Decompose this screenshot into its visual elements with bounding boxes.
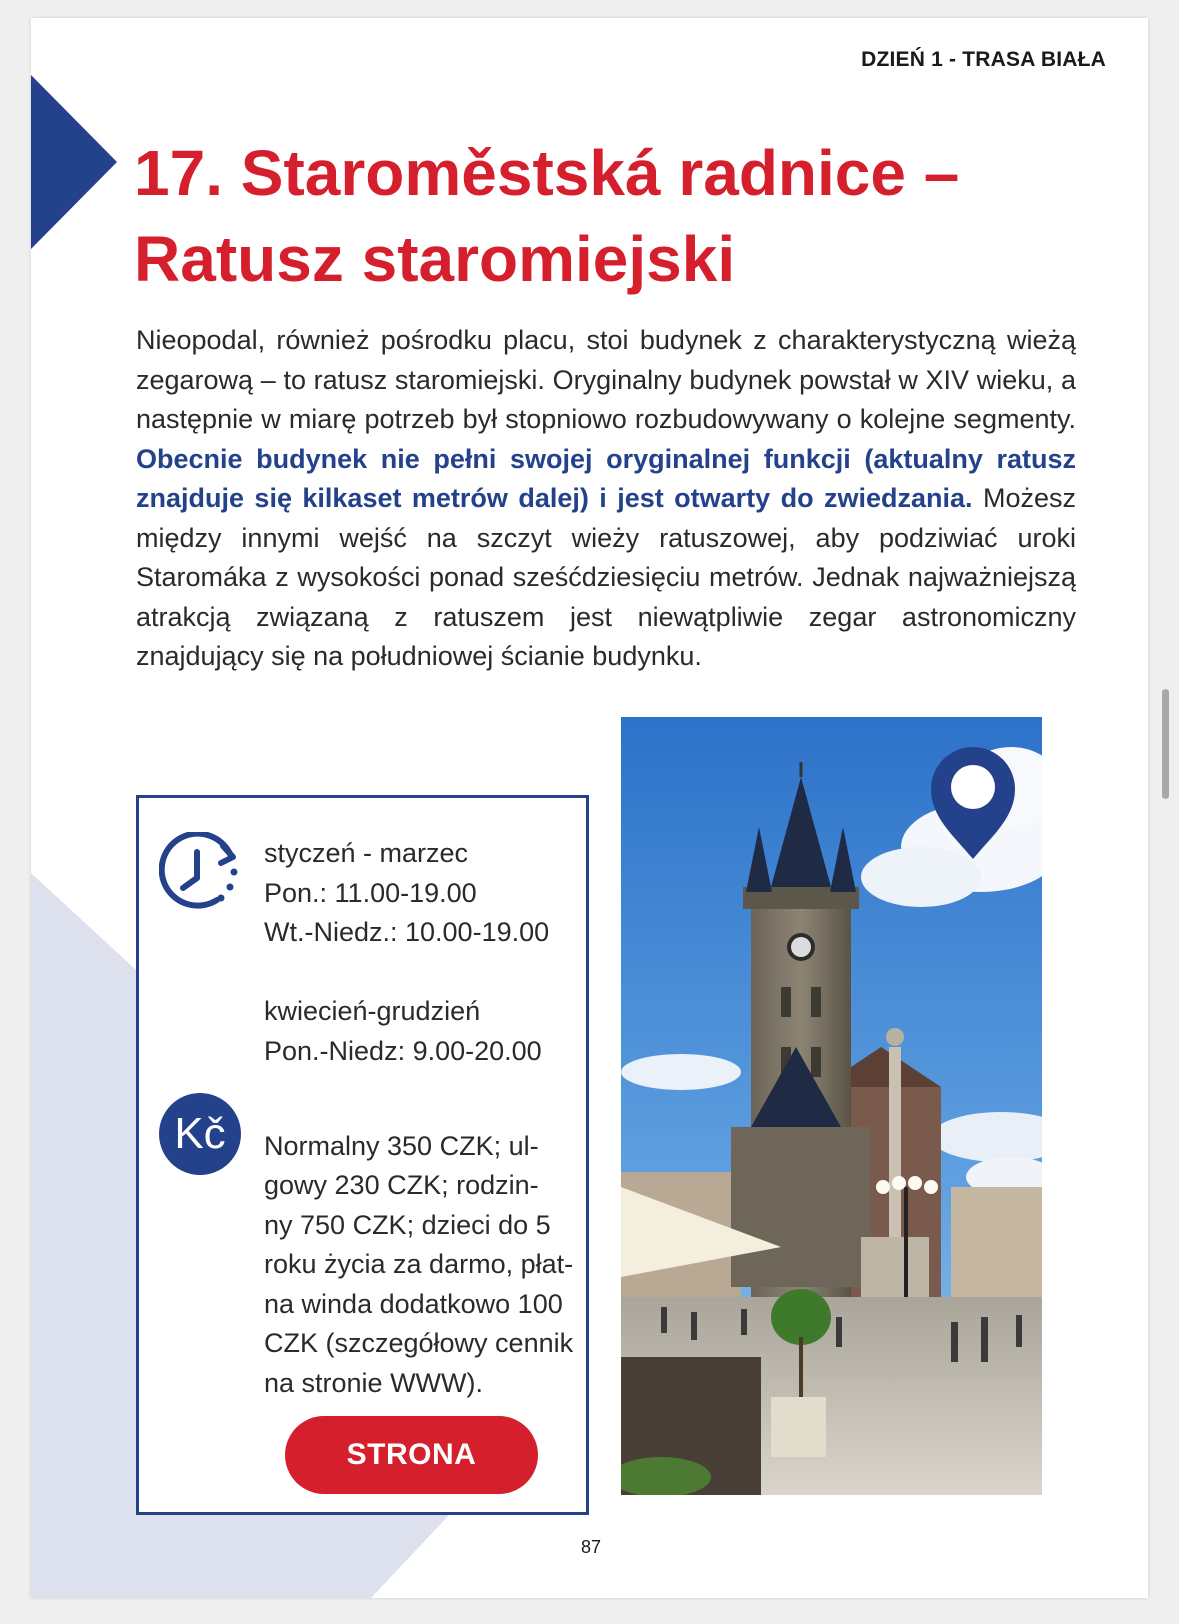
price-line: CZK (szczegółowy cennik [264, 1328, 574, 1358]
guide-page [31, 18, 1148, 1598]
price-line: roku życia za darmo, płat- [264, 1249, 574, 1279]
page-title [134, 130, 1114, 302]
title-line-1: 17. Staroměstská radnice – [134, 137, 960, 209]
section-header: DZIEŃ 1 - TRASA BIAŁA [861, 48, 1106, 71]
page-number: 87 [580, 1537, 602, 1557]
season1-hours-1: Pon.: 11.00-19.00 [264, 877, 477, 908]
price-line: na winda dodatkowo 100 [264, 1288, 563, 1319]
season1-label: styczeń - marzec [264, 838, 469, 868]
czk-currency-icon: Kč [159, 1093, 241, 1175]
website-button[interactable]: STRONA [285, 1416, 538, 1494]
description-paragraph [136, 321, 1076, 677]
info-box [136, 795, 589, 1515]
clock-icon [159, 832, 241, 914]
description-part-1: Nieopodal, również pośrodku placu, stoi budynek z charakterystyczną wieżą zegarową – to ratusz staromiejski. Oryginalny budynek powstał w XIV wieku, a następnie w miarę potrzeb był stopniowo rozbudowywany o kolejne segmenty. [136, 325, 1076, 434]
info-text [264, 834, 576, 1403]
title-line-2: Ratusz staromiejski [134, 223, 736, 295]
season1-hours-2: Wt.-Niedz.: 10.00-19.00 [264, 917, 550, 947]
scrollbar[interactable] [1162, 689, 1169, 799]
description-part-2: Możesz między innymi wejść na szczyt wieży ratuszowej, aby podziwiać uroki Staromáka z wysokości ponad sześćdziesięciu metrów. Jednak najważniejszą atrakcją związaną z ratuszem jest niewątpliwie zegar astronomiczny znajdujący się na południowej ścianie budynku. [136, 483, 1076, 671]
price-line: Normalny 350 CZK; ul- [264, 1130, 539, 1161]
description-highlight: Obecnie budynek nie pełni swojej oryginalnej funkcji (aktualny ratusz znajduje się kilkaset metrów dalej) i jest otwarty do zwiedzania. [136, 443, 1076, 513]
season2-label: kwiecień-grudzień [264, 996, 481, 1026]
corner-arrow-decoration [31, 75, 117, 249]
season2-hours-1: Pon.-Niedz: 9.00-20.00 [264, 1035, 542, 1066]
price-line: ny 750 CZK; dzieci do 5 [264, 1209, 551, 1240]
price-info [264, 1127, 576, 1404]
price-line: na stronie WWW). [264, 1367, 484, 1398]
town-hall-photo [621, 717, 1042, 1495]
price-line: gowy 230 CZK; rodzin- [264, 1170, 539, 1200]
